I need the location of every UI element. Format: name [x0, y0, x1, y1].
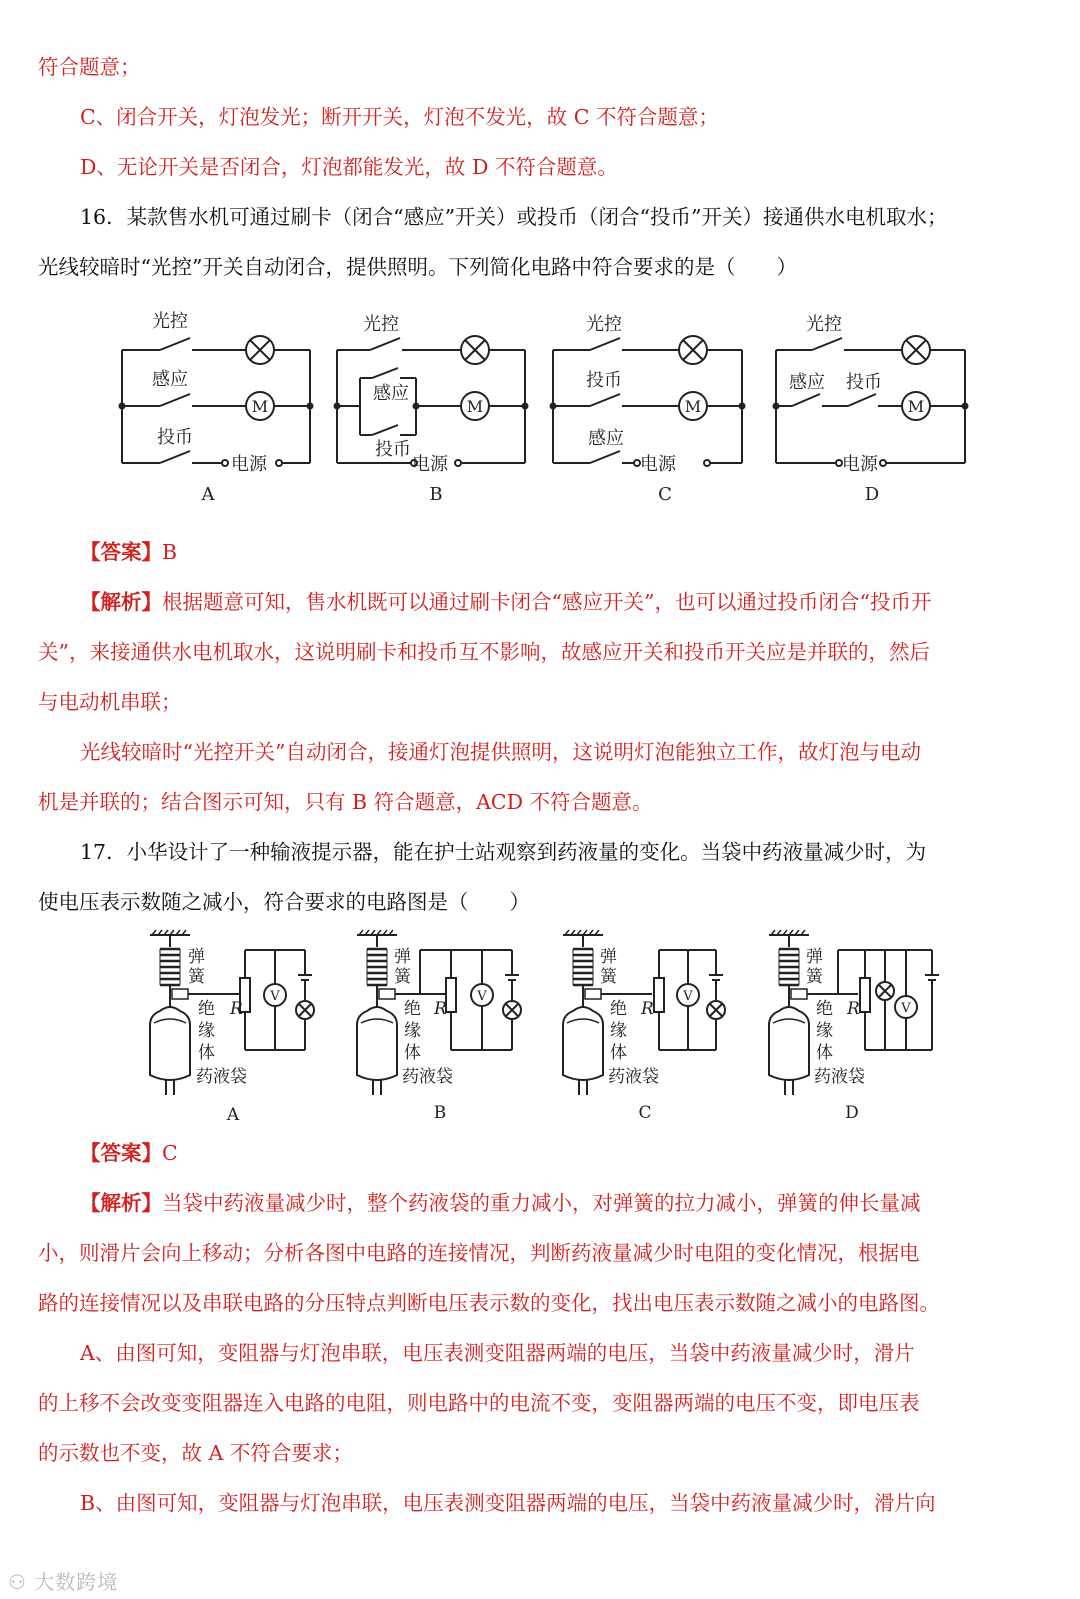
motor-b: M: [466, 397, 484, 416]
analysis-16-line: 光线较暗时“光控开关”自动闭合，接通灯泡提供照明，这说明灯泡能独立工作，故灯泡与电动: [80, 740, 921, 764]
q16-circuit-figures: [100, 300, 1000, 515]
label-sense-d: 感应: [789, 372, 825, 393]
label-spring: 簧: [188, 967, 205, 987]
label-insulator: 体: [404, 1043, 421, 1063]
label-sense-c: 感应: [588, 428, 624, 449]
watermark-text: 大数跨境: [34, 1570, 119, 1594]
answer-16: [80, 537, 1048, 567]
q17-circuit-figures: [140, 925, 950, 1130]
answer-tag: 【答案】: [80, 540, 162, 564]
watermark-logo-icon: ⚇: [8, 1570, 27, 1594]
label-insulator: 绝: [198, 999, 215, 1019]
circuit-d: [776, 336, 965, 466]
label-r: R: [847, 999, 860, 1019]
watermark: [8, 1566, 118, 1595]
text-line: 符合题意；: [38, 55, 141, 79]
voltmeter-b: V: [477, 989, 487, 1004]
circuit-c: [553, 336, 742, 466]
label-sense-b: 感应: [373, 383, 409, 404]
answer-value: B: [162, 540, 178, 564]
label-bag: 药液袋: [608, 1067, 659, 1087]
label-insulator: 体: [198, 1043, 215, 1063]
label-insulator: 缘: [404, 1021, 421, 1041]
option-17-a: A: [226, 1105, 240, 1125]
label-bag: 药液袋: [814, 1067, 865, 1087]
label-coin-c: 投币: [586, 370, 622, 391]
label-insulator: 绝: [816, 999, 833, 1019]
option-b: B: [429, 484, 443, 505]
analysis-text: 根据题意可知，售水机既可以通过刷卡闭合“感应开关”，也可以通过投币闭合“投币开: [162, 590, 932, 614]
circuit-b: [337, 336, 525, 466]
label-insulator: 缘: [610, 1021, 627, 1041]
answer-tag: 【答案】: [80, 1141, 162, 1165]
answer-value: C: [162, 1141, 178, 1165]
label-spring: 弹: [394, 947, 411, 967]
label-r: R: [641, 999, 654, 1019]
analysis-17-line: 小，则滑片会向上移动；分析各图中电路的连接情况，判断药液量减少时电阻的变化情况，根据电: [38, 1241, 920, 1265]
option-c: C: [658, 484, 672, 505]
question-17-line1: 17．小华设计了一种输液提示器，能在护士站观察到药液量的变化。当袋中药液量减少时，为: [80, 840, 927, 864]
device-c: [563, 930, 603, 1095]
analysis-17-line: [80, 1188, 1048, 1218]
device-b: [357, 930, 397, 1095]
analysis-text: 当袋中药液量减少时，整个药液袋的重力减小，对弹簧的拉力减小，弹簧的伸长量减: [162, 1191, 921, 1215]
label-r: R: [230, 999, 243, 1019]
label-power-b: 电源: [412, 454, 448, 475]
analysis-17-line: 的示数也不变，故 A 不符合要求；: [38, 1441, 353, 1465]
label-insulator: 体: [610, 1043, 627, 1063]
analysis-17-line: 路的连接情况以及串联电路的分压特点判断电压表示数的变化，找出电压表示数随之减小的电路图。: [38, 1291, 940, 1315]
option-a: A: [201, 484, 215, 505]
label-coin-d: 投币: [846, 372, 882, 393]
analysis-tag: 【解析】: [80, 1191, 162, 1215]
label-spring: 簧: [394, 967, 411, 987]
answer-17: [80, 1138, 1048, 1168]
label-spring: 簧: [600, 967, 617, 987]
label-insulator: 体: [816, 1043, 833, 1063]
analysis-17-line: B、由图可知，变阻器与灯泡串联，电压表测变阻器两端的电压，当袋中药液量减少时，滑片向: [80, 1491, 936, 1515]
label-insulator: 绝: [404, 999, 421, 1019]
question-16-line2: 光线较暗时“光控”开关自动闭合，提供照明。下列简化电路中符合要求的是（ ）: [38, 255, 797, 279]
option-17-c: C: [638, 1103, 652, 1123]
label-spring: 簧: [806, 967, 823, 987]
label-bag: 药液袋: [196, 1067, 247, 1087]
label-insulator: 绝: [610, 999, 627, 1019]
device-a: [150, 930, 190, 1095]
voltmeter-c: V: [683, 989, 693, 1004]
voltmeter-a: V: [270, 989, 280, 1004]
option-d: D: [864, 484, 880, 505]
motor-a: M: [251, 397, 269, 416]
device-d: [769, 930, 809, 1095]
label-light-b: 光控: [363, 314, 399, 335]
label-bag: 药液袋: [402, 1067, 453, 1087]
label-insulator: 缘: [816, 1021, 833, 1041]
label-spring: 弹: [188, 947, 205, 967]
analysis-16-line: 与电动机串联；: [38, 690, 182, 714]
option-17-b: B: [433, 1103, 447, 1123]
label-power-d: 电源: [842, 454, 878, 475]
text-line: C、闭合开关，灯泡发光；断开开关，灯泡不发光，故 C 不符合题意；: [80, 105, 719, 129]
circuit-a: [122, 336, 310, 466]
motor-d: M: [907, 397, 925, 416]
label-power-a: 电源: [231, 454, 267, 475]
question-17-line2: 使电压表示数随之减小，符合要求的电路图是（ ）: [38, 890, 530, 914]
text-line: D、无论开关是否闭合，灯泡都能发光，故 D 不符合题意。: [80, 155, 618, 179]
voltmeter-d: V: [901, 1001, 911, 1016]
label-insulator: 缘: [198, 1021, 215, 1041]
label-light-d: 光控: [806, 314, 842, 335]
label-spring: 弹: [806, 947, 823, 967]
analysis-16-line: [80, 587, 1048, 617]
analysis-16-line: 关”，来接通供水电机取水，这说明刷卡和投币互不影响，故感应开关和投币开关应是并联的，然后: [38, 640, 930, 664]
label-power-c: 电源: [640, 454, 676, 475]
analysis-17-line: A、由图可知，变阻器与灯泡串联，电压表测变阻器两端的电压，当袋中药液量减少时，滑片: [80, 1341, 915, 1365]
label-coin-b: 投币: [375, 439, 411, 460]
label-spring: 弹: [600, 947, 617, 967]
label-r: R: [434, 999, 447, 1019]
label-light-c: 光控: [586, 314, 622, 335]
analysis-tag: 【解析】: [80, 590, 162, 614]
label-coin-a: 投币: [157, 427, 193, 448]
option-17-d: D: [845, 1103, 859, 1123]
motor-c: M: [684, 397, 702, 416]
analysis-17-line: 的上移不会改变变阻器连入电路的电阻，则电路中的电流不变，变阻器两端的电压不变，即电压表: [38, 1391, 920, 1415]
label-sense-a: 感应: [152, 369, 188, 390]
analysis-16-line: 机是并联的；结合图示可知，只有 B 符合题意，ACD 不符合题意。: [38, 790, 653, 814]
label-light-a: 光控: [152, 311, 188, 332]
question-16-line1: 16．某款售水机可通过刷卡（闭合“感应”开关）或投币（闭合“投币”开关）接通供水电机取水；: [80, 205, 948, 229]
